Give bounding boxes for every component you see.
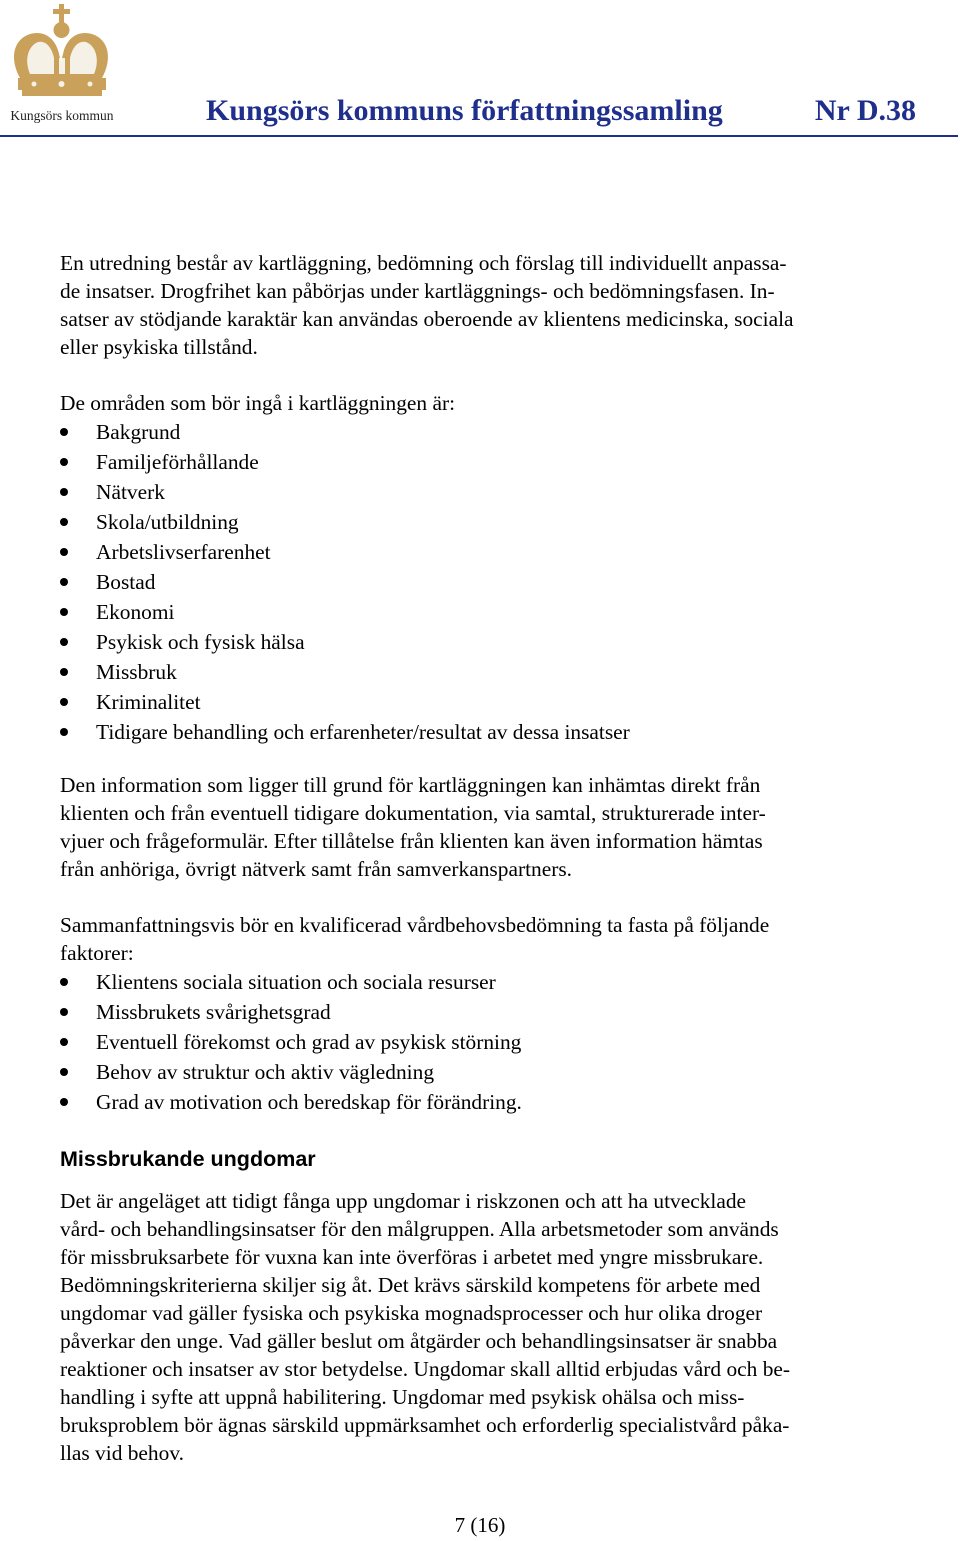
areas-list — [60, 417, 910, 747]
list-item-label: Kriminalitet — [96, 690, 201, 714]
bullet-icon — [60, 698, 68, 706]
list-item-label: Behov av struktur och aktiv vägledning — [96, 1060, 435, 1084]
text-line: eller psykiska tillstånd. — [60, 335, 258, 359]
bullet-icon — [60, 428, 68, 436]
bullet-icon — [60, 1068, 68, 1076]
text-line: handling i syfte att uppnå habilitering. Ungdomar med psykisk ohälsa och miss- — [60, 1385, 745, 1409]
bullet-icon — [60, 578, 68, 586]
spacer — [60, 1173, 910, 1187]
list-item — [60, 507, 910, 537]
list-item — [60, 447, 910, 477]
crown-icon — [4, 2, 120, 106]
list-item — [60, 997, 910, 1027]
list-item — [60, 717, 910, 747]
list-item — [60, 477, 910, 507]
list-item — [60, 567, 910, 597]
list-item-label: Klientens sociala situation och sociala resurser — [96, 970, 496, 994]
bullet-icon — [60, 978, 68, 986]
list-item-label: Skola/utbildning — [96, 510, 239, 534]
list-item-label: Ekonomi — [96, 600, 175, 624]
bullet-icon — [60, 668, 68, 676]
text-line: faktorer: — [60, 941, 134, 965]
spacer — [60, 1117, 910, 1145]
text-line: Den information som ligger till grund för kartläggningen kan inhämtas direkt från — [60, 773, 761, 797]
areas-intro: De områden som bör ingå i kartläggningen är: — [60, 391, 456, 415]
text-line: llas vid behov. — [60, 1441, 184, 1465]
list-item — [60, 687, 910, 717]
list-item — [60, 537, 910, 567]
text-line: vård- och behandlingsinsatser för den målgruppen. Alla arbetsmetoder som används — [60, 1217, 779, 1241]
spacer — [60, 361, 910, 389]
text-line: från anhöriga, övrigt nätverk samt från samverkanspartners. — [60, 857, 572, 881]
list-item — [60, 657, 910, 687]
list-item — [60, 1087, 910, 1117]
text-line: satser av stödjande karaktär kan användas oberoende av klientens medicinska, sociala — [60, 307, 794, 331]
document-title: Kungsörs kommuns författningssamling — [206, 94, 723, 127]
bullet-icon — [60, 1098, 68, 1106]
list-item — [60, 967, 910, 997]
list-item-label: Psykisk och fysisk hälsa — [96, 630, 305, 654]
bullet-icon — [60, 1008, 68, 1016]
list-item — [60, 627, 910, 657]
list-item — [60, 597, 910, 627]
spacer — [60, 883, 910, 911]
information-paragraph — [60, 771, 910, 883]
header-divider — [0, 135, 958, 137]
list-item-label: Grad av motivation och beredskap för förändring. — [96, 1090, 522, 1114]
logo-text: Kungsörs kommun — [10, 108, 114, 123]
bullet-icon — [60, 458, 68, 466]
page-number: 7 (16) — [454, 1513, 506, 1537]
bullet-icon — [60, 638, 68, 646]
text-line: Det är angeläget att tidigt fånga upp ungdomar i riskzonen och att ha utvecklade — [60, 1189, 747, 1213]
document-number: Nr D.38 — [814, 94, 916, 127]
page-content — [60, 249, 910, 1467]
list-item-label: Tidigare behandling och erfarenheter/resultat av dessa insatser — [96, 720, 630, 744]
text-line: ungdomar vad gäller fysiska och psykiska mognadsprocesser och hur olika droger — [60, 1301, 763, 1325]
list-item-label: Eventuell förekomst och grad av psykisk störning — [96, 1030, 522, 1054]
intro-paragraph — [60, 249, 910, 361]
bullet-icon — [60, 728, 68, 736]
municipality-logo — [4, 2, 120, 128]
text-line: Sammanfattningsvis bör en kvalificerad vårdbehovsbedömning ta fasta på följande — [60, 913, 770, 937]
bullet-icon — [60, 518, 68, 526]
list-item — [60, 1027, 910, 1057]
list-item — [60, 417, 910, 447]
list-item-label: Nätverk — [96, 480, 165, 504]
list-item-label: Missbrukets svårighetsgrad — [96, 1000, 331, 1024]
list-item-label: Missbruk — [96, 660, 177, 684]
text-line: En utredning består av kartläggning, bedömning och förslag till individuellt anpassa- — [60, 251, 787, 275]
bullet-icon — [60, 608, 68, 616]
text-line: påverkar den unge. Vad gäller beslut om åtgärder och behandlingsinsatser är snabba — [60, 1329, 778, 1353]
text-line: reaktioner och insatser av stor betydelse. Ungdomar skall alltid erbjudas vård och be- — [60, 1357, 791, 1381]
list-item — [60, 1057, 910, 1087]
text-line: för missbruksarbete för vuxna kan inte överföras i arbetet med yngre missbrukare. — [60, 1245, 764, 1269]
text-line: bruksproblem bör ägnas särskild uppmärksamhet och erforderlig specialistvård påka- — [60, 1413, 790, 1437]
text-line: de insatser. Drogfrihet kan påbörjas under kartläggnings- och bedömningsfasen. In- — [60, 279, 775, 303]
text-line: Bedömningskriterierna skiljer sig åt. Det krävs särskild kompetens för arbete med — [60, 1273, 761, 1297]
list-item-label: Arbetslivserfarenhet — [96, 540, 271, 564]
bullet-icon — [60, 488, 68, 496]
list-item-label: Familjeförhållande — [96, 450, 259, 474]
bullet-icon — [60, 548, 68, 556]
summary-intro — [60, 911, 910, 967]
spacer — [60, 747, 910, 771]
list-item-label: Bostad — [96, 570, 156, 594]
list-item-label: Bakgrund — [96, 420, 181, 444]
text-line: klienten och från eventuell tidigare dokumentation, via samtal, strukturerade inter- — [60, 801, 766, 825]
text-line: vjuer och frågeformulär. Efter tillåtelse från klienten kan även information hämtas — [60, 829, 763, 853]
bullet-icon — [60, 1038, 68, 1046]
youth-paragraph — [60, 1187, 910, 1467]
section-heading: Missbrukande ungdomar — [60, 1147, 316, 1171]
summary-list — [60, 967, 910, 1117]
